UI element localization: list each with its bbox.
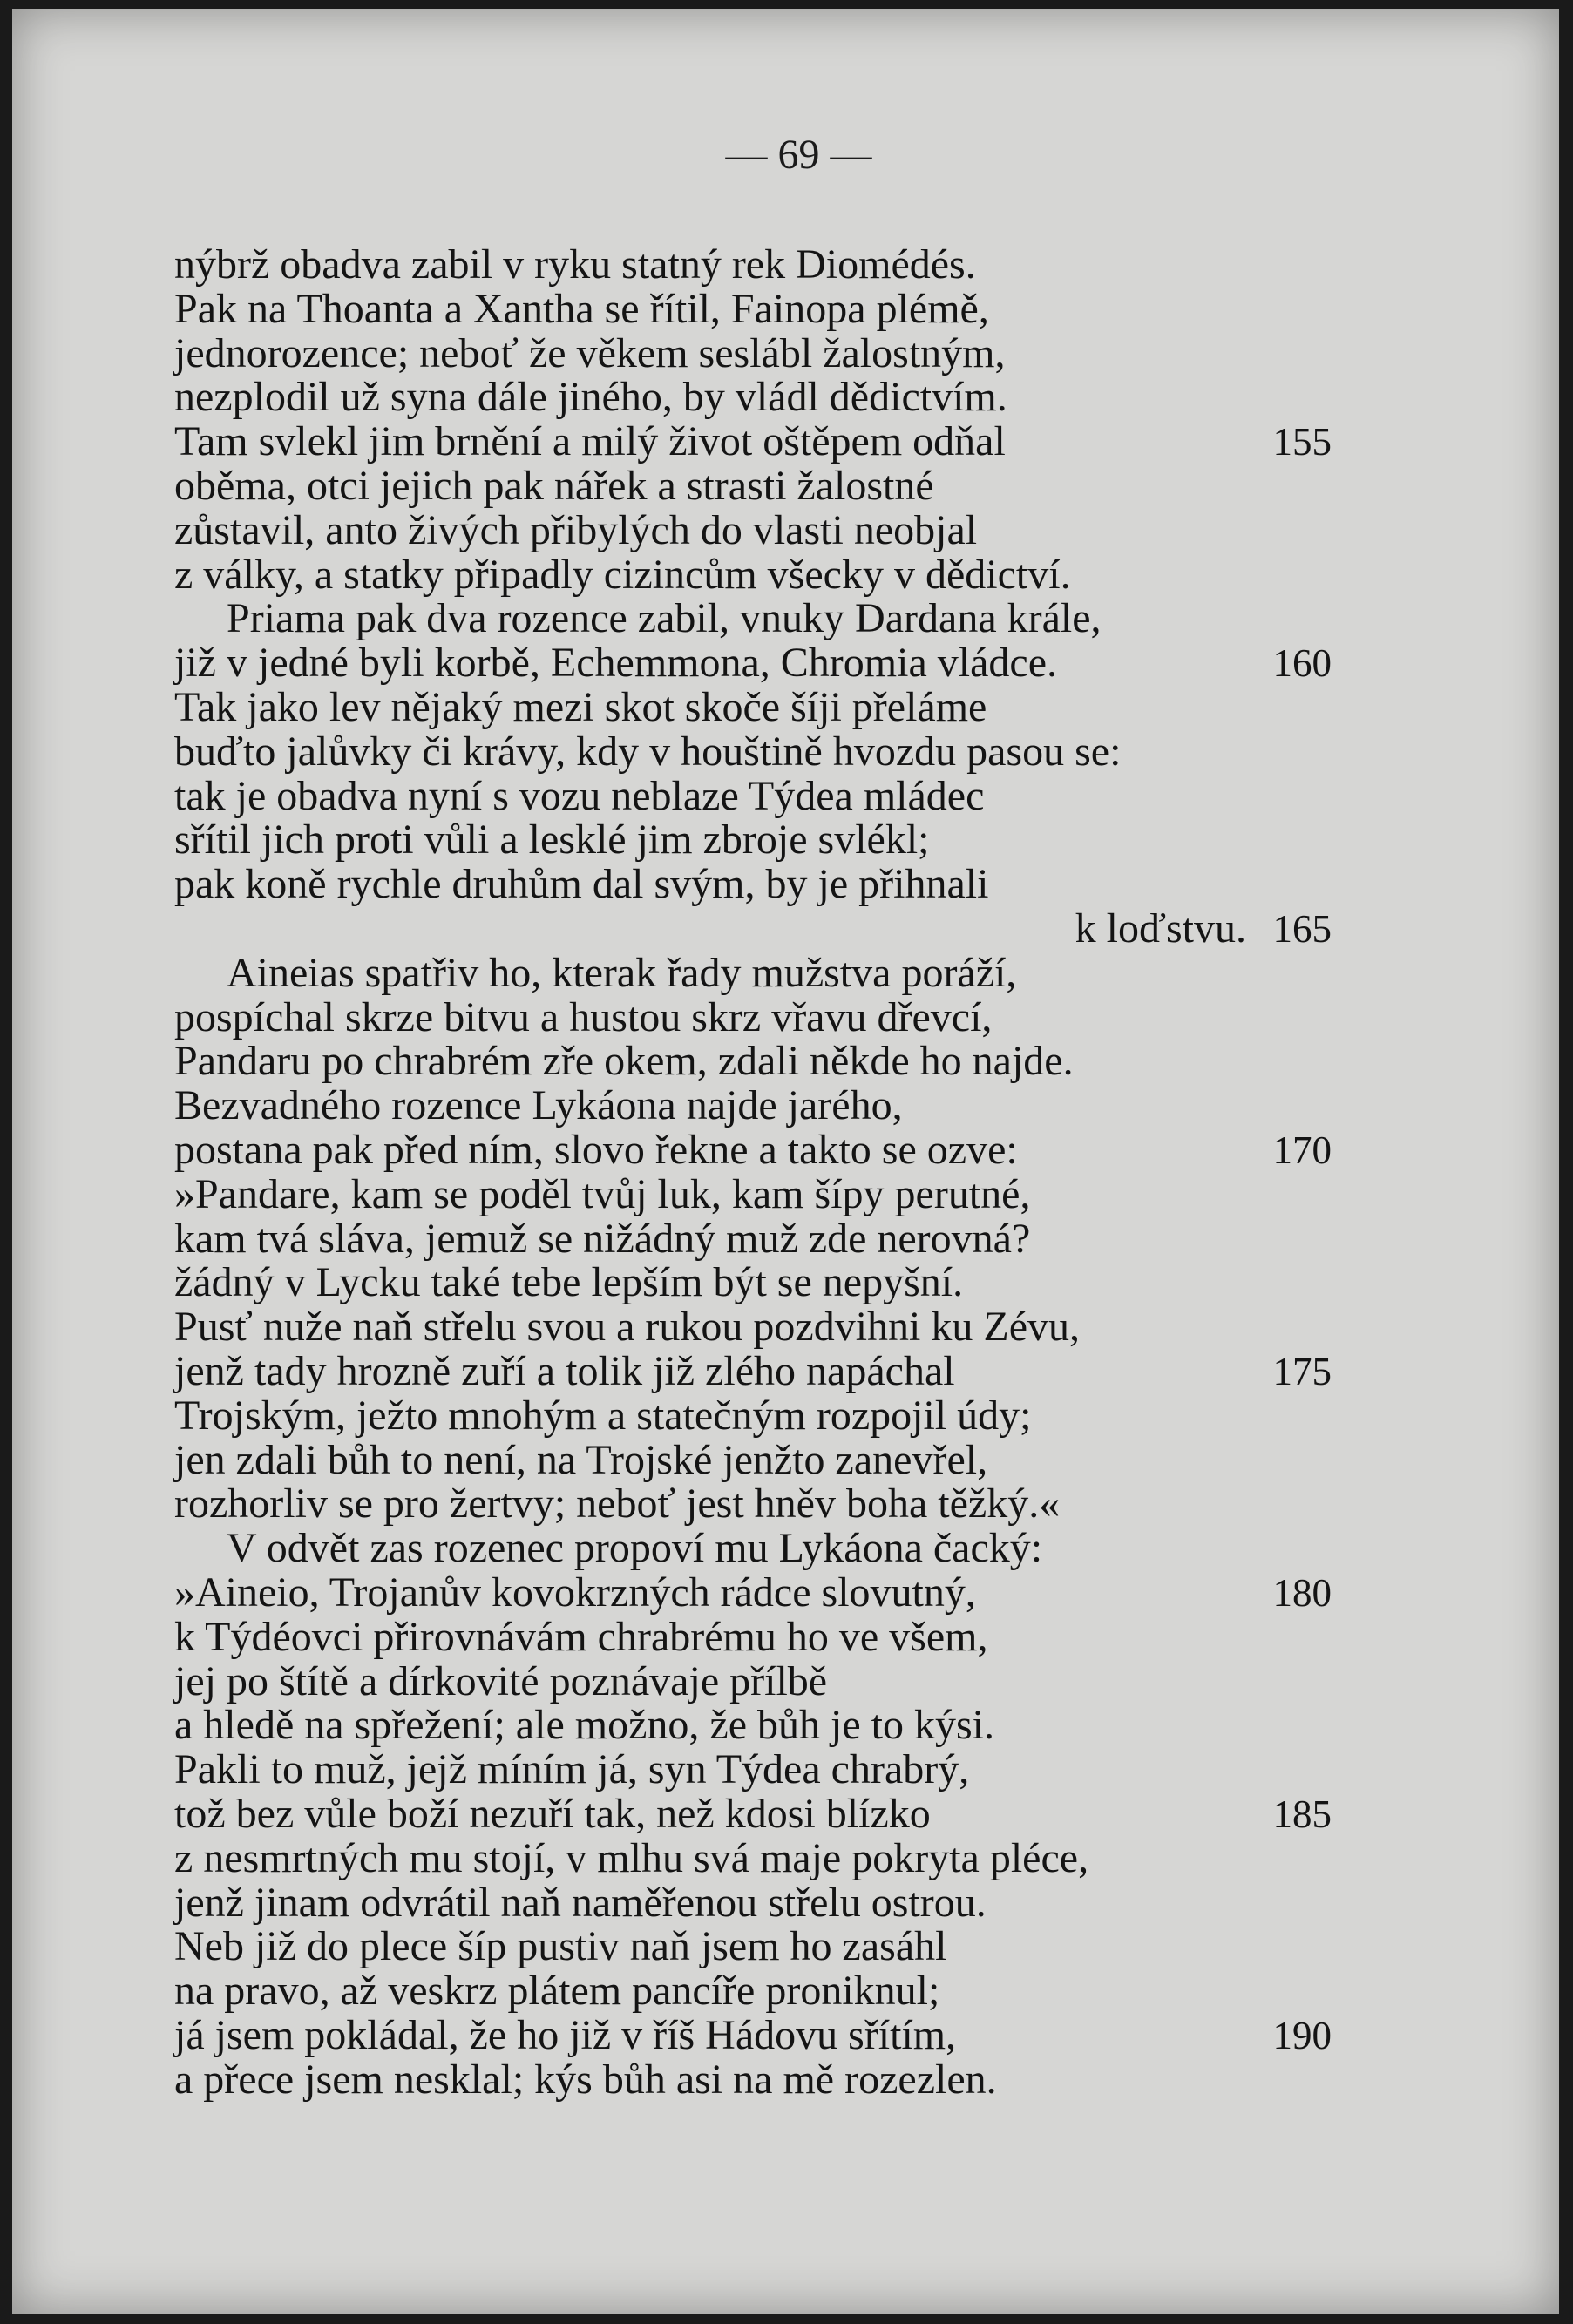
verse-line: k loďstvu. bbox=[1075, 905, 1246, 952]
verse-line: tož bez vůle boží nezuří tak, než kdosi blízko bbox=[174, 1791, 931, 1837]
verse-line: a hledě na spřežení; ale možno, že bůh je to kýsi. bbox=[174, 1702, 994, 1748]
verse-line: já jsem pokládal, že ho již v říš Hádovu sřítím, bbox=[174, 2012, 957, 2058]
verse-line: Pusť nuže naň střelu svou a rukou pozdvihni ku Zévu, bbox=[174, 1304, 1081, 1350]
verse-line: postana pak před ním, slovo řekne a takto se ozve: bbox=[174, 1127, 1018, 1173]
verse-line: rozhorliv se pro žertvy; neboť jest hněv boha těžký.« bbox=[174, 1480, 1061, 1527]
verse-line: zůstavil, anto živých přibylých do vlasti neobjal bbox=[174, 507, 978, 553]
line-number: 190 bbox=[1272, 2014, 1332, 2057]
verse-line: k Týdéovci přirovnávám chrabrému ho ve všem, bbox=[174, 1614, 988, 1660]
verse-line: Trojským, ježto mnohým a statečným rozpojil údy; bbox=[174, 1392, 1032, 1439]
verse-line: V odvět zas rozenec propoví mu Lykáona čacký: bbox=[227, 1525, 1043, 1571]
verse-line: »Aineio, Trojanův kovokrzných rádce slovutný, bbox=[174, 1569, 976, 1616]
line-number: 185 bbox=[1272, 1792, 1332, 1836]
verse-line: oběma, otci jejich pak nářek a strasti žalostné bbox=[174, 463, 934, 509]
verse-line: tak je obadva nyní s vozu neblaze Týdea mládec bbox=[174, 773, 985, 819]
verse-line: Pak na Thoanta a Xantha se řítil, Fainopa plémě, bbox=[174, 286, 989, 332]
verse-line: Neb již do plece šíp pustiv naň jsem ho zasáhl bbox=[174, 1923, 947, 1969]
verse-line: jen zdali bůh to není, na Trojské jenžto zanevřel, bbox=[174, 1437, 988, 1483]
verse-line: jednorozence; neboť že věkem seslábl žalostným, bbox=[174, 330, 1006, 376]
book-page bbox=[12, 9, 1559, 2314]
line-number: 175 bbox=[1272, 1350, 1332, 1393]
verse-line: »Pandare, kam se poděl tvůj luk, kam šípy perutné, bbox=[174, 1171, 1031, 1217]
verse-line: z nesmrtných mu stojí, v mlhu svá maje pokryta pléce, bbox=[174, 1835, 1089, 1881]
verse-line: jenž tady hrozně zuří a tolik již zlého napáchal bbox=[174, 1348, 955, 1394]
verse-line: Bezvadného rozence Lykáona najde jarého, bbox=[174, 1082, 903, 1128]
verse-line: nýbrž obadva zabil v ryku statný rek Diomédés. bbox=[174, 241, 976, 288]
verse-line: jej po štítě a dírkovité poznávaje přílbě bbox=[174, 1658, 828, 1704]
verse-line: žádný v Lycku také tebe lepším být se nepyšní. bbox=[174, 1259, 964, 1305]
line-number: 160 bbox=[1272, 641, 1332, 685]
verse-line: buďto jalůvky či krávy, kdy v houštině hvozdu pasou se: bbox=[174, 728, 1122, 775]
verse-line: Aineias spatřiv ho, kterak řady mužstva poráží, bbox=[227, 950, 1017, 996]
verse-line: Pandaru po chrabrém zře okem, zdali někde ho najde. bbox=[174, 1038, 1074, 1084]
verse-line: Tam svlekl jim brnění a milý život oštěpem odňal bbox=[174, 418, 1006, 464]
verse-line: Priama pak dva rozence zabil, vnuky Dardana krále, bbox=[227, 595, 1102, 641]
verse-line: Tak jako lev nějaký mezi skot skoče šíji přeláme bbox=[174, 684, 987, 730]
verse-line: a přece jsem nesklal; kýs bůh asi na mě rozezlen. bbox=[174, 2056, 997, 2103]
verse-line: kam tvá sláva, jemuž se nižádný muž zde nerovná? bbox=[174, 1216, 1031, 1262]
line-number: 155 bbox=[1272, 420, 1332, 464]
verse-line: jenž jinam odvrátil naň naměřenou střelu ostrou. bbox=[174, 1880, 987, 1926]
verse-line: na pravo, až veskrz plátem pancíře proniknul; bbox=[174, 1968, 940, 2014]
verse-line: z války, a statky připadly cizincům všecky v dědictví. bbox=[174, 552, 1071, 598]
verse-line: nezplodil už syna dále jiného, by vládl dědictvím. bbox=[174, 374, 1007, 420]
verse-line: sřítil jich proti vůli a lesklé jim zbroje svlékl; bbox=[174, 816, 930, 863]
line-number: 170 bbox=[1272, 1128, 1332, 1172]
page-number: — 69 — bbox=[725, 132, 872, 178]
verse-line: pak koně rychle druhům dal svým, by je přihnali bbox=[174, 861, 989, 907]
verse-line: již v jedné byli korbě, Echemmona, Chromia vládce. bbox=[174, 640, 1058, 686]
line-number: 180 bbox=[1272, 1571, 1332, 1615]
verse-line: Pakli to muž, jejž míním já, syn Týdea chrabrý, bbox=[174, 1746, 970, 1792]
verse-line: pospíchal skrze bitvu a hustou skrz vřavu dřevcí, bbox=[174, 994, 993, 1040]
line-number: 165 bbox=[1272, 907, 1332, 951]
